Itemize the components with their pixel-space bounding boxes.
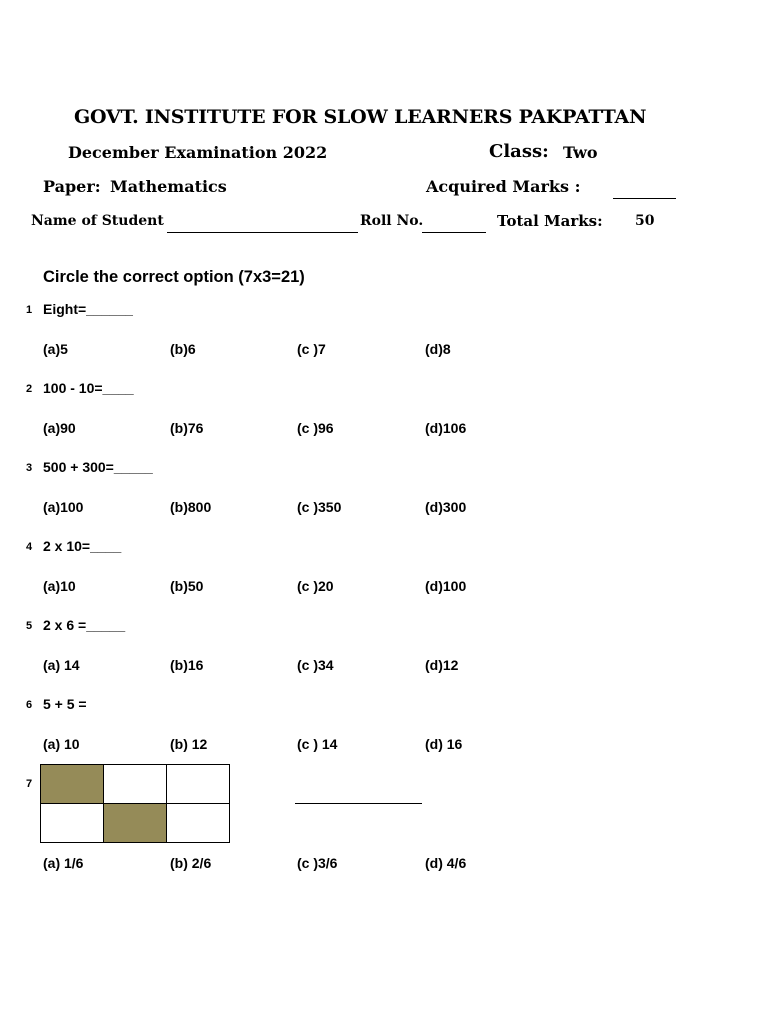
- paper-value: Mathematics: [110, 177, 227, 196]
- option-c[interactable]: (c )350: [297, 499, 342, 515]
- question-text: 2 x 10=____: [43, 538, 122, 554]
- question-number: 7: [26, 778, 33, 790]
- paper-label: Paper:: [43, 177, 101, 196]
- class-value: Two: [563, 143, 598, 162]
- option-b[interactable]: (b)76: [170, 420, 204, 436]
- question-text: Eight=______: [43, 301, 133, 317]
- option-c[interactable]: (c )96: [297, 420, 334, 436]
- question-text: 500 + 300=_____: [43, 459, 153, 475]
- total-marks-label: Total Marks:: [497, 212, 603, 230]
- option-b[interactable]: (b)16: [170, 657, 204, 673]
- answer-blank[interactable]: [295, 803, 422, 804]
- question-number: 4: [26, 541, 33, 553]
- question-text: 100 - 10=____: [43, 380, 134, 396]
- option-d[interactable]: (d)300: [425, 499, 467, 515]
- option-d[interactable]: (d)100: [425, 578, 467, 594]
- class-label: Class:: [489, 141, 549, 162]
- option-a[interactable]: (a) 1/6: [43, 855, 84, 871]
- total-marks-value: 50: [635, 213, 655, 229]
- option-b[interactable]: (b)50: [170, 578, 204, 594]
- instruction: Circle the correct option (7x3=21): [43, 268, 305, 286]
- grid-cell-shaded: [104, 804, 167, 843]
- question-number: 3: [26, 462, 33, 474]
- fraction-grid: [40, 764, 230, 843]
- acquired-marks-label: Acquired Marks :: [426, 177, 581, 196]
- option-b[interactable]: (b) 12: [170, 736, 208, 752]
- option-a[interactable]: (a)10: [43, 578, 76, 594]
- option-c[interactable]: (c ) 14: [297, 736, 338, 752]
- option-a[interactable]: (a)5: [43, 341, 68, 357]
- grid-cell: [167, 765, 230, 804]
- option-c[interactable]: (c )20: [297, 578, 334, 594]
- option-d[interactable]: (d) 16: [425, 736, 463, 752]
- option-d[interactable]: (d) 4/6: [425, 855, 467, 871]
- option-a[interactable]: (a) 14: [43, 657, 80, 673]
- exam-title: December Examination 2022: [68, 143, 328, 162]
- option-a[interactable]: (a) 10: [43, 736, 80, 752]
- option-d[interactable]: (d)12: [425, 657, 459, 673]
- option-c[interactable]: (c )34: [297, 657, 334, 673]
- option-b[interactable]: (b)800: [170, 499, 212, 515]
- roll-no-label: Roll No.: [360, 213, 424, 229]
- option-a[interactable]: (a)90: [43, 420, 76, 436]
- roll-no-blank[interactable]: [422, 232, 486, 233]
- grid-cell: [104, 765, 167, 804]
- student-name-blank[interactable]: [167, 232, 358, 233]
- option-a[interactable]: (a)100: [43, 499, 84, 515]
- option-c[interactable]: (c )7: [297, 341, 326, 357]
- question-number: 6: [26, 699, 33, 711]
- question-number: 2: [26, 383, 33, 395]
- option-c[interactable]: (c )3/6: [297, 855, 338, 871]
- option-d[interactable]: (d)106: [425, 420, 467, 436]
- grid-cell-shaded: [41, 765, 104, 804]
- option-b[interactable]: (b)6: [170, 341, 196, 357]
- grid-cell: [41, 804, 104, 843]
- option-b[interactable]: (b) 2/6: [170, 855, 212, 871]
- institute-title: GOVT. INSTITUTE FOR SLOW LEARNERS PAKPATTAN: [74, 106, 647, 128]
- question-number: 5: [26, 620, 33, 632]
- acquired-marks-blank[interactable]: [613, 198, 676, 199]
- question-text: 2 x 6 =_____: [43, 617, 126, 633]
- question-number: 1: [26, 304, 33, 316]
- option-d[interactable]: (d)8: [425, 341, 451, 357]
- question-text: 5 + 5 =: [43, 696, 87, 712]
- student-name-label: Name of Student: [31, 213, 164, 229]
- grid-cell: [167, 804, 230, 843]
